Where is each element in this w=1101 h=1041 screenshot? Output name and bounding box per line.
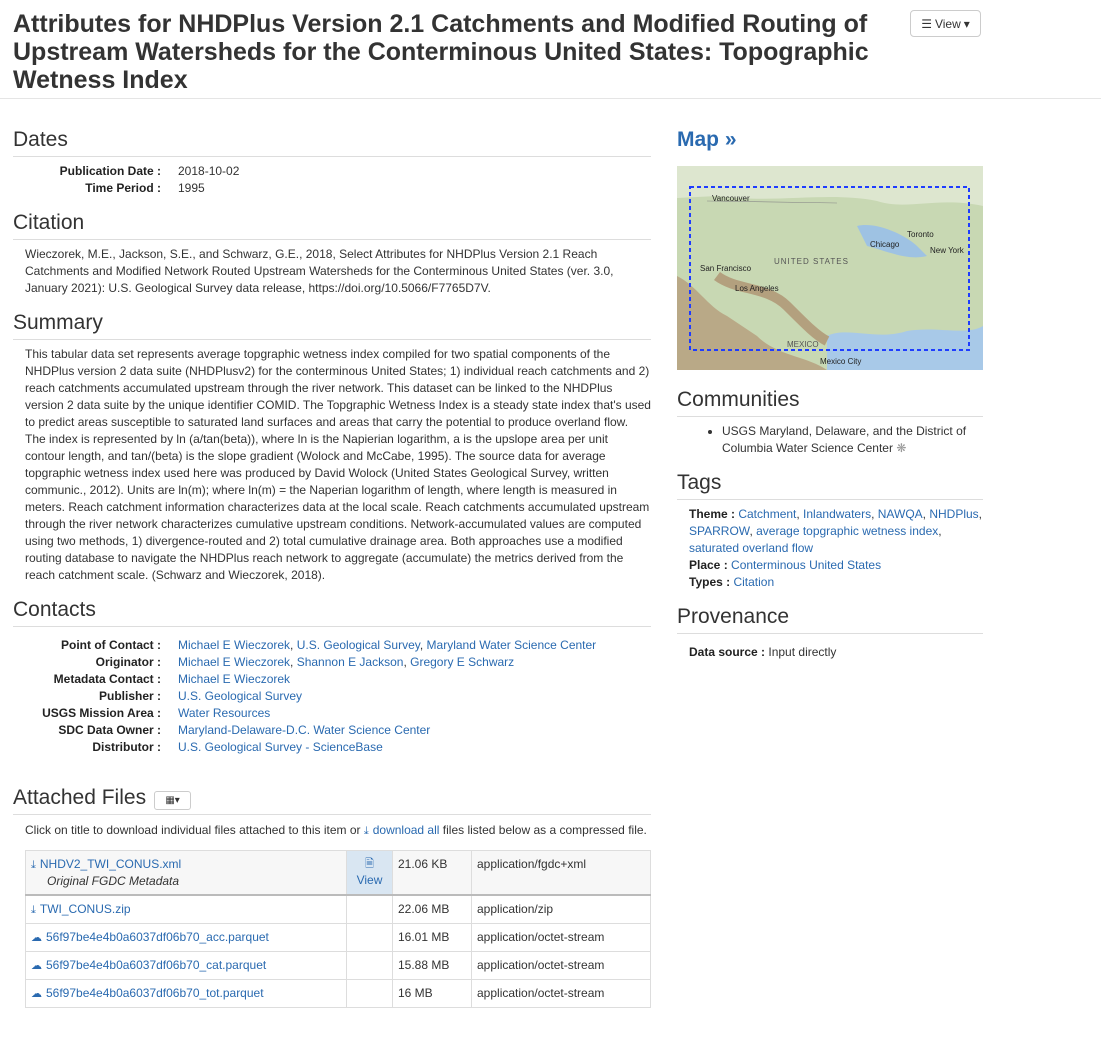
file-row (26, 980, 651, 1008)
file-note: Original FGDC Metadata (47, 874, 180, 888)
map-label: Chicago (870, 240, 900, 249)
citation-text: Wieczorek, M.E., Jackson, S.E., and Schwarz, G.E., 2018, Select Attributes for NHDPlus Version 2.1 Reach Catchments and Modified Network Routed Upstream Watersheds for the Conterminous United States (ver. 3.0, January 2021): U.S. Geological Survey data release, https://doi.org/10.5066/F7765D7V. (25, 247, 614, 295)
files-intro: Click on title to download individual files attached to this item or ⤓ download all files listed below as a compressed file. (25, 823, 647, 837)
map-label: San Francisco (700, 264, 752, 273)
file-view-link[interactable]: View (356, 873, 383, 887)
attached-files-header (13, 784, 651, 814)
file-type: application/octet-stream (472, 952, 651, 980)
file-size: 16.01 MB (393, 924, 472, 952)
contact-label: Originator : (95, 655, 161, 669)
tag-label: Place : (689, 558, 732, 572)
contact-values (178, 722, 651, 739)
contact-link[interactable]: Michael E Wieczorek (178, 655, 291, 669)
file-type: application/octet-stream (472, 980, 651, 1008)
tag-link[interactable]: Conterminous United States (731, 558, 882, 572)
contact-values (178, 739, 651, 756)
contact-row (13, 671, 651, 688)
file-view-cell (347, 952, 393, 980)
sitemap-icon: ▦ (165, 794, 175, 806)
tag-link[interactable]: saturated overland flow (689, 541, 814, 555)
download-all-link[interactable]: ⤓ download all (363, 823, 440, 837)
contacts-heading: Contacts (13, 596, 651, 627)
file-view-cell[interactable] (347, 851, 393, 896)
contact-row (13, 637, 651, 654)
file-name-cell (26, 980, 347, 1008)
contact-link[interactable]: U.S. Geological Survey (178, 689, 303, 703)
file-row (26, 895, 651, 924)
tag-link[interactable]: NHDPlus (929, 507, 979, 521)
file-link[interactable]: ☁ 56f97be4e4b0a6037df06b70_acc.parquet (31, 930, 269, 944)
title-divider (0, 98, 1101, 99)
tags-theme: Theme : Catchment, Inlandwaters, NAWQA, NHDPlus, SPARROW, average topgraphic wetness index, saturated overland flow (689, 507, 983, 555)
file-row (26, 851, 651, 896)
tag-link[interactable]: average topgraphic wetness index (756, 524, 939, 538)
contact-values (178, 705, 651, 722)
side-column (677, 126, 983, 661)
tag-link[interactable]: Citation (733, 575, 775, 589)
tag-link[interactable]: Catchment (738, 507, 797, 521)
file-link[interactable]: ☁ 56f97be4e4b0a6037df06b70_tot.parquet (31, 986, 264, 1000)
page-title: Attributes for NHDPlus Version 2.1 Catchments and Modified Routing of Upstream Watersheds for the Conterminous United States: Topographic Wetness Index (13, 10, 869, 94)
file-size: 16 MB (393, 980, 472, 1008)
contact-values: Michael E Wieczorek, Shannon E Jackson, Gregory E Schwarz (178, 655, 515, 669)
dates-heading: Dates (13, 126, 651, 157)
file-link[interactable]: ☁ 56f97be4e4b0a6037df06b70_cat.parquet (31, 958, 267, 972)
contact-label: Publisher : (98, 689, 161, 703)
file-type: application/zip (472, 895, 651, 924)
file-type: application/octet-stream (472, 924, 651, 952)
dates-list (13, 163, 651, 197)
download-icon: ⤓ (363, 825, 369, 837)
file-name-cell (26, 851, 347, 896)
cloud-download-icon: ☁ (31, 988, 42, 1000)
file-view-cell (347, 980, 393, 1008)
tags-types (689, 574, 983, 591)
contact-link[interactable]: Water Resources (178, 706, 271, 720)
summary-heading: Summary (13, 309, 651, 340)
map-label: Mexico City (820, 357, 862, 366)
tag-link[interactable]: SPARROW (689, 524, 750, 538)
contact-link[interactable]: Shannon E Jackson (296, 655, 404, 669)
map-label: MEXICO (787, 340, 819, 349)
file-type: application/fgdc+xml (472, 851, 651, 896)
caret-down-icon: ▾ (963, 16, 970, 31)
tag-label: Theme : (689, 507, 739, 521)
map-preview[interactable] (677, 166, 983, 370)
download-icon: ⤓ (31, 904, 36, 916)
tags-heading: Tags (677, 469, 983, 500)
tag-label: Types : (689, 575, 734, 589)
communities-heading: Communities (677, 386, 983, 417)
contact-label: Point of Contact : (61, 638, 161, 652)
contact-row (13, 654, 651, 671)
map-label: New York (930, 246, 964, 255)
file-link[interactable]: ⤓ NHDV2_TWI_CONUS.xml (31, 857, 182, 871)
contact-link[interactable]: U.S. Geological Survey - ScienceBase (178, 740, 383, 754)
file-view-cell (347, 924, 393, 952)
file-name-cell (26, 895, 347, 924)
tag-link[interactable]: NAWQA (877, 507, 923, 521)
contact-link[interactable]: Maryland-Delaware-D.C. Water Science Center (178, 723, 431, 737)
file-text-icon: 🗎 (365, 858, 374, 870)
contact-link[interactable]: U.S. Geological Survey (296, 638, 420, 652)
attached-files-heading: Attached Files (13, 786, 147, 809)
tags-place (689, 557, 983, 574)
contacts-list (13, 637, 651, 756)
contact-row (13, 705, 651, 722)
file-size: 15.88 MB (393, 952, 472, 980)
caret-down-icon: ▾ (174, 794, 180, 806)
tag-link[interactable]: Inlandwaters (803, 507, 872, 521)
provenance-heading: Provenance (677, 603, 983, 634)
contact-values (178, 671, 651, 688)
file-name-cell (26, 924, 347, 952)
map-label: UNITED STATES (774, 257, 849, 266)
asterisk-icon[interactable]: ❋ (896, 441, 907, 455)
communities-list (677, 423, 983, 457)
file-view-cell (347, 895, 393, 924)
contact-link[interactable]: Michael E Wieczorek (178, 638, 291, 652)
contact-label: Distributor : (92, 740, 161, 754)
cloud-download-icon: ☁ (31, 960, 42, 972)
double-chevron-right-icon: » (724, 128, 737, 151)
list-icon: ☰ (921, 16, 932, 31)
tags-list (677, 506, 983, 591)
contact-values: Michael E Wieczorek, U.S. Geological Survey, Maryland Water Science Center (178, 638, 597, 652)
contact-row (13, 688, 651, 705)
contact-label: USGS Mission Area : (42, 706, 161, 720)
file-link[interactable]: ⤓ TWI_CONUS.zip (31, 902, 131, 916)
map-label: Toronto (907, 230, 934, 239)
dates-row: Time Period : 1995 (85, 181, 205, 195)
summary-text: This tabular data set represents average topgraphic wetness index compiled for two spatial components of the NHDPlus version 2 data suite (NHDPlusv2) for the conterminous United States; 1) individual reach catchments and 2) reach catchments accumulated upstream through the river network. This dataset can be linked to the NHDPlus version 2 data suite by the unique identifier COMID. The Topgraphic Wetness Index is a steady state index that's used to predict areas susceptible to saturated land surfaces and areas that carry the potential to produce overland flow. The index is represented by ln (a/tan(beta)), where ln is the Napierian logarithm, a is the upslope area per unit contour length, and tan/(beta) is the slope gradient (Wolock and McCabe, 1995). The source data for average topgraphic wetness index used here was produced by David Wolock (United States Geological Survey, written communic., 2012). Units are ln(m); where ln(m) = the Naperian logarithm of length, where length is measured in meters. Reach catchment information characterizes data at the local scale. Reach catchments accumulated upstream through the river network characterizes cumulative upstream conditions. Network-accumulated values are computed using two methods, 1) divergence-routed and 2) total cumulative drainage area. Both approaches use a modified routing database to navigate the NHDPlus reach network to aggregate (accumulate) the metrics derived from the reach catchment scale. (Schwarz and Wieczorek, 2018). (25, 347, 651, 582)
files-table (25, 850, 651, 1008)
contact-row (13, 722, 651, 739)
contact-label: SDC Data Owner : (58, 723, 161, 737)
map-label: Los Angeles (735, 284, 779, 293)
contact-link[interactable]: Gregory E Schwarz (410, 655, 515, 669)
file-size: 22.06 MB (393, 895, 472, 924)
map-heading[interactable]: Map » (677, 128, 737, 151)
view-dropdown-button[interactable]: ☰ View ▾ (910, 10, 981, 37)
community-item: • USGS Maryland, Delaware, and the District of Columbia Water Science Center ❋ (722, 423, 983, 457)
file-size: 21.06 KB (393, 851, 472, 896)
download-icon: ⤓ (31, 859, 36, 871)
file-row (26, 952, 651, 980)
contact-values (178, 688, 651, 705)
contact-label: Metadata Contact : (53, 672, 161, 686)
sitemap-dropdown-button[interactable] (154, 791, 191, 810)
provenance-list: Data source : Input directly (689, 645, 837, 659)
contact-link[interactable]: Michael E Wieczorek (178, 672, 291, 686)
cloud-download-icon: ☁ (31, 932, 42, 944)
contact-link[interactable]: Maryland Water Science Center (426, 638, 597, 652)
file-name-cell (26, 952, 347, 980)
dates-row: Publication Date : 2018-10-02 (59, 164, 240, 178)
contact-row (13, 739, 651, 756)
file-row (26, 924, 651, 952)
citation-heading: Citation (13, 209, 651, 240)
map-label: Vancouver (712, 194, 750, 203)
main-column (13, 126, 651, 1008)
